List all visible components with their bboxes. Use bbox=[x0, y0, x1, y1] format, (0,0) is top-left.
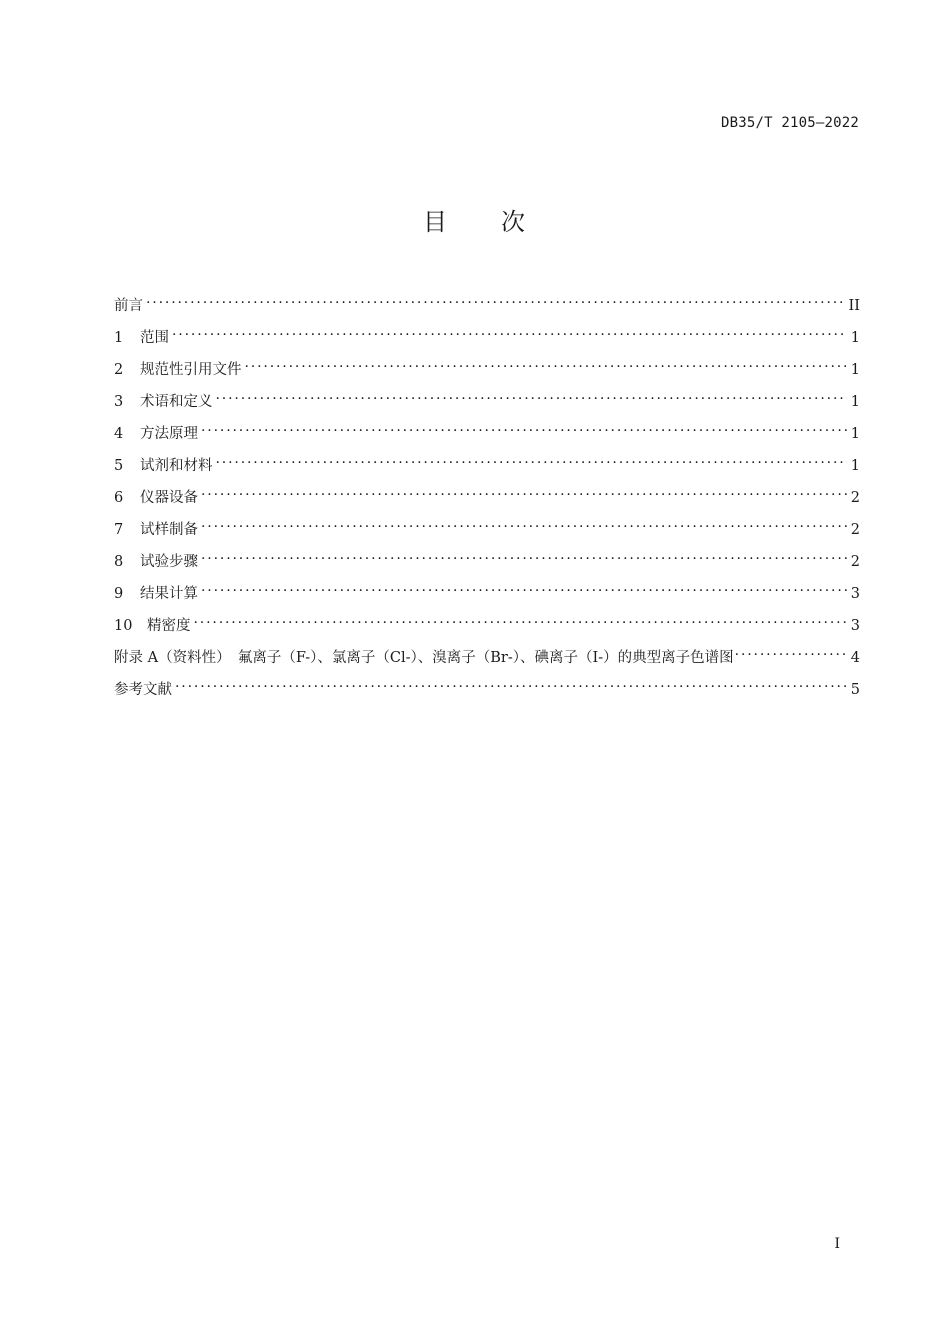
toc-entry-label: 试剂和材料 bbox=[140, 458, 213, 474]
toc-leader-dots bbox=[146, 288, 846, 310]
toc-leader-dots bbox=[201, 512, 847, 534]
toc-entry-page: 2 bbox=[850, 522, 860, 538]
toc-entry-page: 5 bbox=[850, 682, 860, 698]
toc-entry-number: 7 bbox=[114, 522, 124, 538]
toc-leader-dots bbox=[201, 416, 847, 438]
toc-entry-page: 2 bbox=[850, 490, 860, 506]
toc-leader-dots bbox=[735, 640, 849, 662]
toc-entry-label: 仪器设备 bbox=[140, 490, 198, 506]
toc-entry-page: 1 bbox=[850, 426, 860, 442]
table-of-contents bbox=[114, 288, 860, 704]
toc-leader-dots bbox=[216, 384, 848, 406]
toc-entry-reagents-materials[interactable] bbox=[114, 448, 860, 480]
toc-entry-number: 1 bbox=[114, 330, 124, 346]
toc-entry-label: 术语和定义 bbox=[140, 394, 213, 410]
toc-entry-page: II bbox=[848, 298, 860, 314]
toc-title-char-1: 目 bbox=[423, 208, 449, 236]
toc-leader-dots bbox=[216, 448, 848, 470]
toc-entry-label: 规范性引用文件 bbox=[140, 362, 242, 378]
toc-entry-page: 2 bbox=[850, 554, 860, 570]
toc-entry-label: 参考文献 bbox=[114, 682, 172, 698]
toc-entry-number: 3 bbox=[114, 394, 124, 410]
toc-leader-dots bbox=[201, 544, 847, 566]
toc-title bbox=[0, 202, 950, 237]
toc-entry-number: 10 bbox=[114, 618, 133, 634]
toc-entry-precision[interactable] bbox=[114, 608, 860, 640]
toc-entry-page: 3 bbox=[850, 618, 860, 634]
toc-leader-dots bbox=[172, 320, 847, 342]
toc-entry-page: 1 bbox=[850, 458, 860, 474]
page-number: I bbox=[834, 1236, 840, 1252]
toc-entry-label: 试样制备 bbox=[140, 522, 198, 538]
toc-entry-test-procedure[interactable] bbox=[114, 544, 860, 576]
toc-leader-dots bbox=[175, 672, 847, 694]
toc-entry-label: 附录 A（资料性） 氟离子（F-）、氯离子（Cl-）、溴离子（Br-）、碘离子（I-）的典型离子色谱图 bbox=[114, 650, 734, 666]
toc-entry-page: 1 bbox=[850, 330, 860, 346]
toc-entry-number: 2 bbox=[114, 362, 124, 378]
toc-entry-sample-preparation[interactable] bbox=[114, 512, 860, 544]
toc-entry-label: 方法原理 bbox=[140, 426, 198, 442]
toc-entry-foreword[interactable] bbox=[114, 288, 860, 320]
toc-entry-normative-references[interactable] bbox=[114, 352, 860, 384]
toc-entry-page: 1 bbox=[850, 362, 860, 378]
toc-entry-label: 前言 bbox=[114, 298, 143, 314]
toc-entry-page: 3 bbox=[850, 586, 860, 602]
toc-entry-label: 试验步骤 bbox=[140, 554, 198, 570]
toc-leader-dots bbox=[194, 608, 848, 630]
toc-entry-label: 范围 bbox=[140, 330, 169, 346]
toc-entry-method-principle[interactable] bbox=[114, 416, 860, 448]
toc-entry-scope[interactable] bbox=[114, 320, 860, 352]
toc-entry-number: 5 bbox=[114, 458, 124, 474]
toc-title-char-2: 次 bbox=[501, 208, 527, 236]
toc-entry-page: 4 bbox=[850, 650, 860, 666]
toc-entry-bibliography[interactable] bbox=[114, 672, 860, 704]
toc-entry-number: 4 bbox=[114, 426, 124, 442]
toc-leader-dots bbox=[245, 352, 848, 374]
toc-entry-annex-a[interactable] bbox=[114, 640, 860, 672]
toc-entry-number: 9 bbox=[114, 586, 124, 602]
toc-entry-page: 1 bbox=[850, 394, 860, 410]
toc-entry-calculation[interactable] bbox=[114, 576, 860, 608]
toc-entry-apparatus[interactable] bbox=[114, 480, 860, 512]
toc-leader-dots bbox=[201, 480, 847, 502]
toc-entry-label: 精密度 bbox=[147, 618, 191, 634]
toc-entry-terms-definitions[interactable] bbox=[114, 384, 860, 416]
standard-code: DB35/T 2105—2022 bbox=[720, 115, 859, 131]
toc-entry-label: 结果计算 bbox=[140, 586, 198, 602]
toc-leader-dots bbox=[201, 576, 847, 598]
toc-entry-number: 8 bbox=[114, 554, 124, 570]
toc-entry-number: 6 bbox=[114, 490, 124, 506]
